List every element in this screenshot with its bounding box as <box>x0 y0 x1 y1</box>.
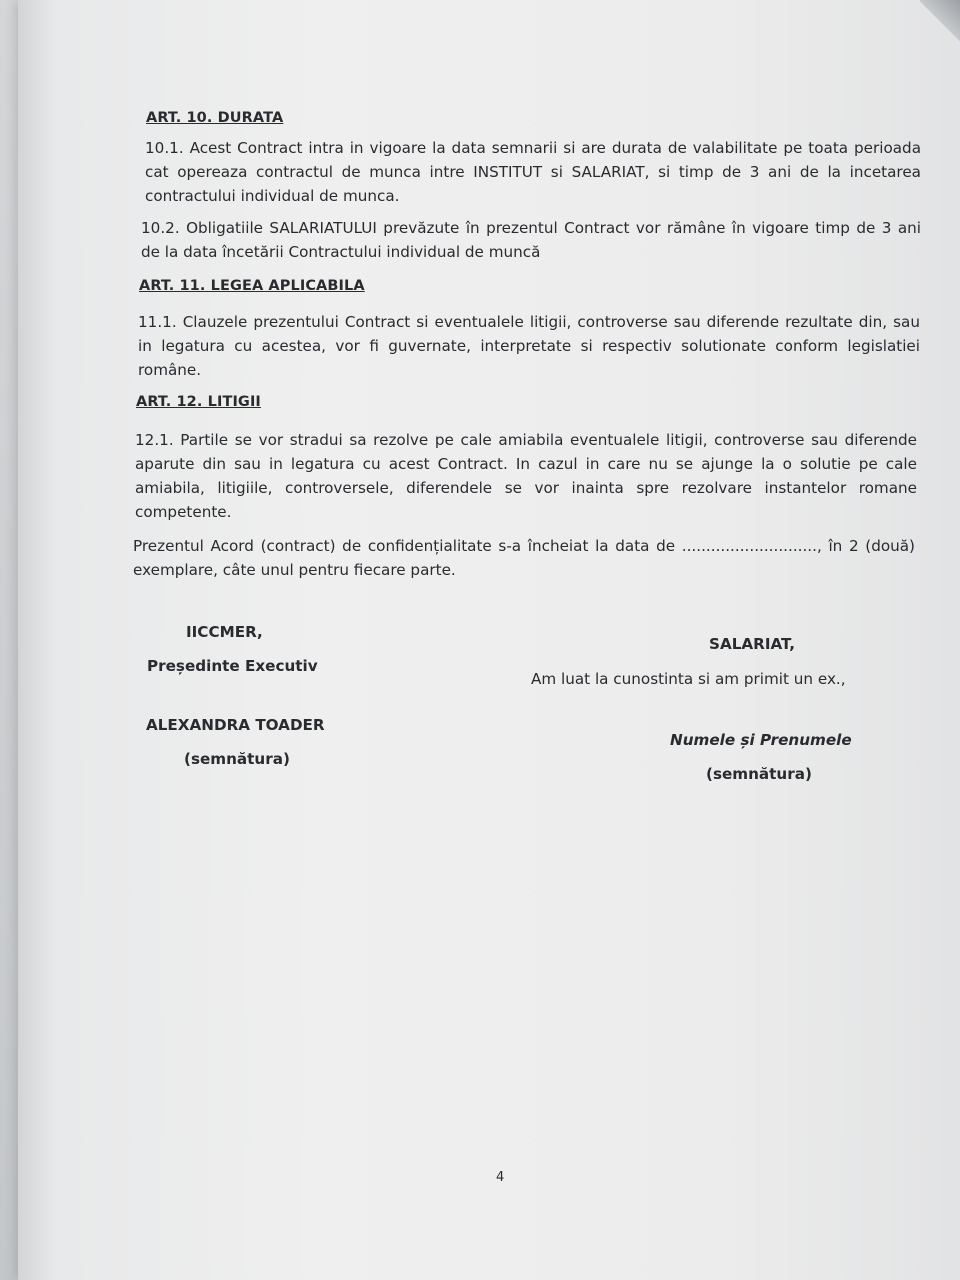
employee-name-label: Numele și Prenumele <box>670 731 852 749</box>
paragraph-12-1: 12.1. Partile se vor stradui sa rezolve pe cale amiabila eventualele litigii, controverse sau diferende aparute din sau in legatura cu acest Contract. In cazul in care nu se ajunge la o solutie pe cale amiabila, litigiile, controversele, diferendele se vor inainta spre rezolvare instantelor romane competente. <box>135 431 917 521</box>
paragraph-10-2: 10.2. Obligatiile SALARIATULUI prevăzute în prezentul Contract vor rămâne în vigoare timp de 3 ani de la data încetării Contractului individual de muncă <box>141 219 921 261</box>
paragraph-10-1: 10.1. Acest Contract intra in vigoare la data semnarii si are durata de valabilitate pe toata perioada cat opereaza contractul de munca intre INSTITUT si SALARIAT, si timp de 3 ani de la incetarea contractului individual de munca. <box>145 139 921 205</box>
employer-name: ALEXANDRA TOADER <box>146 716 325 734</box>
employee-party: SALARIAT, <box>709 635 796 653</box>
closing-statement: Prezentul Acord (contract) de confidențialitate s-a încheiat la data de ............................, în 2 (două) exemplare, câte unul pentru fiecare parte. <box>133 537 915 579</box>
employee-acknowledgement: Am luat la cunostinta si am primit un ex., <box>531 670 846 688</box>
employer-role: Președinte Executiv <box>147 657 318 675</box>
employee-signature-label: (semnătura) <box>706 765 812 783</box>
page-number: 4 <box>496 1170 505 1185</box>
article-11-heading: ART. 11. LEGEA APLICABILA <box>139 278 365 294</box>
article-10-heading: ART. 10. DURATA <box>146 110 284 126</box>
paragraph-11-1: 11.1. Clauzele prezentului Contract si eventualele litigii, controverse sau diferende rezultate din, sau in legatura cu acestea, vor fi guvernate, interpretate si respectiv solutionate conform legislatiei române. <box>138 313 920 379</box>
employer-signature-label: (semnătura) <box>184 750 290 768</box>
article-12-heading: ART. 12. LITIGII <box>136 394 261 410</box>
employer-org: IICCMER, <box>186 623 263 641</box>
